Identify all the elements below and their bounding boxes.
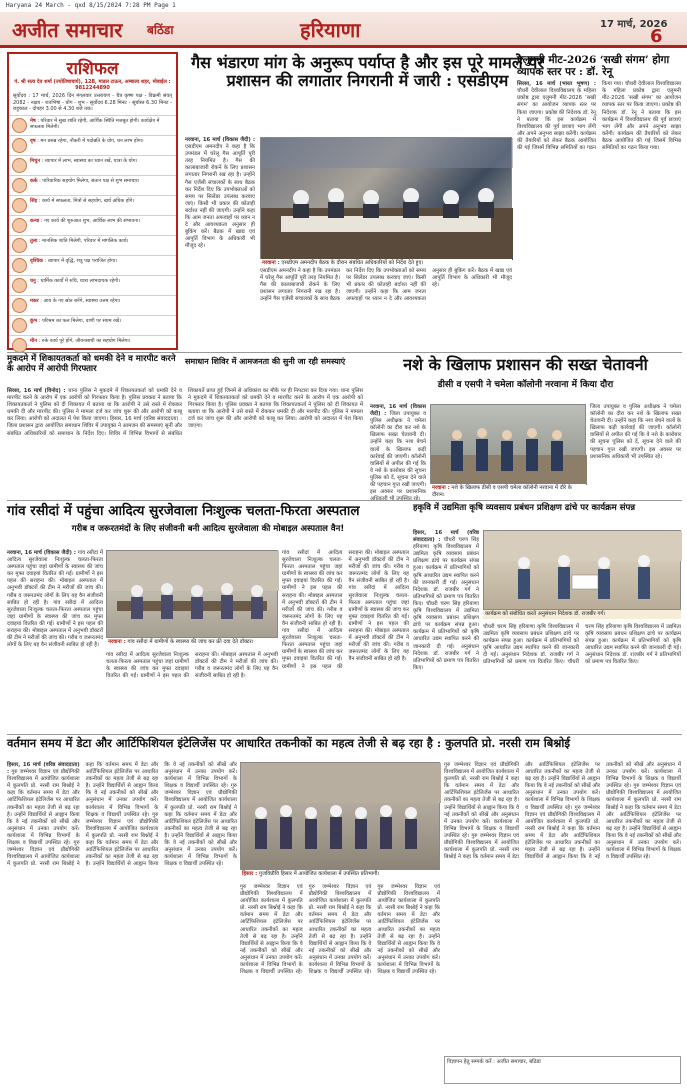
rashifal-item-text: मकर : आय के नए स्रोत बनेंगे, स्वास्थ्य उत्तम रहेगा। bbox=[30, 297, 121, 304]
rashifal-item-text: कर्क : पारिवारिक सहयोग मिलेगा, संतान पक्ष से शुभ समाचार। bbox=[30, 177, 140, 184]
rashifal-item bbox=[9, 275, 176, 295]
rashifal-box bbox=[7, 52, 178, 350]
aspatal-story-subhead: गरीब व जरूरतमंदों के लिए संजीवनी बनी आदित्य सुरजेवाला की मोबाइल अस्पताल वैन! bbox=[71, 523, 345, 534]
rashifal-item-text: मेष : परिवार में सुख शांति रहेगी, आर्थिक स्थिति मजबूत होगी। कार्यक्षेत्र में सफलता मिलेगी। bbox=[30, 117, 160, 131]
rashifal-item bbox=[9, 235, 176, 255]
rashifal-item-text: तुला : मानसिक शांति मिलेगी, परिवार में मांगलिक कार्य। bbox=[30, 237, 129, 244]
zodiac-prediction: मन प्रसन्न रहेगा, नौकरी में पदोन्नति के योग, धन लाभ होगा। bbox=[40, 137, 144, 144]
rashifal-item-text: मिथुन : व्यापार में लाभ, स्वास्थ्य का ध्यान रखें, यात्रा के योग। bbox=[30, 157, 138, 164]
gas-story-continuation: एसडीएम अमनदीप ने कहा है कि उपमंडल में घरेलू गैस आपूर्ति पूरी तरह नियमित है। गैस की कालाबाजारी रोकने के लिए प्रशासन लगातार निगरानी रख रहा है। उन्होंने गैस एजेंसी संचालकों के साथ बैठक कर निर्देश दिए कि उपभोक्ताओं को समय पर सिलेंडर उपलब्ध करवाए जाएं। किसी भी प्रकार की कोताही बर्दाश्त नहीं की जाएगी। उन्होंने कहा कि आम जनता अफवाहों पर ध्यान न दे और आवश्यकता अनुसार ही बुकिंग करें। बैठक में खाद्य एवं आपूर्ति विभाग के अधिकारी भी मौजूद रहे। bbox=[260, 268, 512, 303]
rashifal-item-text: कन्या : नए कार्य की शुरुआत शुभ, आर्थिक लाभ की संभावना। bbox=[30, 217, 140, 224]
gas-story-headline: गैस भंडारण मांग के अनुरूप पर्याप्त है और इस पूरे मामले पर प्रशासन की लगातार निगरानी में जारी : एसडीएम bbox=[191, 53, 544, 91]
rashifal-item-text: वृष : मन प्रसन्न रहेगा, नौकरी में पदोन्नति के योग, धन लाभ होगा। bbox=[30, 137, 144, 144]
krishi-story-body-right: चौधरी चरण सिंह हरियाणा कृषि विश्वविद्यालय में उद्यमिता कृषि व्यवसाय प्रबंधन प्रशिक्षण ढांचे पर कार्यक्रम संपन्न हुआ। कार्यक्रम में प्रतिभागियों को कृषि आधारित उद्यम स्थापित करने की जानकारी दी गई। अनुसंधान निदेशक डॉ. राजबीर गर्ग ने प्रतिभागियों को प्रमाण पत्र वितरित किए। चौधरी चरण सिंह हरियाणा कृषि विश्वविद्यालय में उद्यमिता कृषि व्यवसाय प्रबंधन प्रशिक्षण ढांचे पर कार्यक्रम संपन्न हुआ। कार्यक्रम में प्रतिभागियों को कृषि आधारित उद्यम स्थापित करने की जानकारी दी गई। अनुसंधान निदेशक डॉ. राजबीर गर्ग ने प्रतिभागियों को प्रमाण पत्र वितरित किए। bbox=[483, 624, 681, 666]
zodiac-sign-icon bbox=[12, 178, 27, 193]
aspatal-story-body-right: गांव रसीदां में आदित्य सुरजेवाला निःशुल्क चलता-फिरता अस्पताल पहुंचा जहां ग्रामीणों के स्वास्थ्य की जांच कर मुफ्त दवाइयां वितरित की गईं। ग्रामीणों ने इस पहल की सराहना की। मोबाइल अस्पताल में अनुभवी डॉक्टरों की टीम ने मरीजों की जांच की। गरीब व जरूरतमंद लोगों के लिए यह वैन संजीवनी साबित हो रही है। गांव रसीदां में आदित्य सुरजेवाला निःशुल्क चलता-फिरता अस्पताल पहुंचा जहां ग्रामीणों के स्वास्थ्य की जांच कर मुफ्त दवाइयां वितरित की गईं। ग्रामीणों ने इस पहल की सराहना की। मोबाइल अस्पताल में अनुभवी डॉक्टरों की टीम ने मरीजों की जांच की। गरीब व जरूरतमंद लोगों के लिए यह वैन संजीवनी साबित हो रही है। गांव रसीदां में आदित्य सुरजेवाला निःशुल्क चलता-फिरता अस्पताल पहुंचा जहां ग्रामीणों के स्वास्थ्य की जांच कर मुफ्त दवाइयां वितरित की गईं। ग्रामीणों ने इस पहल की सराहना की। मोबाइल अस्पताल में अनुभवी डॉक्टरों की टीम ने मरीजों की जांच की। गरीब व जरूरतमंद लोगों के लिए यह वैन संजीवनी साबित हो रही है। bbox=[282, 550, 409, 670]
rashifal-item-text: सिंह : कार्य में सफलता, मित्रों से सहयोग, खर्च अधिक होंगे। bbox=[30, 197, 135, 204]
ai-story-body-left: हिसार, 16 मार्च (वरिष्ठ संवाददाता) : गुरु जम्भेश्वर विज्ञान एवं प्रौद्योगिकी विश्वविद्यालय में आयोजित कार्यशाला में कुलपति प्रो. नरसी राम बिश्नोई ने कहा कि वर्तमान समय में डेटा और आर्टिफिशियल इंटेलिजेंस पर आधारित तकनीकों का महत्व तेजी से बढ़ रहा है। उन्होंने विद्यार्थियों से आह्वान किया कि वे नई तकनीकों को सीखें और अनुसंधान में उनका उपयोग करें। कार्यशाला में विभिन्न विभागों के शिक्षक व विद्यार्थी उपस्थित रहे। गुरु जम्भेश्वर विज्ञान एवं प्रौद्योगिकी विश्वविद्यालय में आयोजित कार्यशाला में कुलपति प्रो. नरसी राम बिश्नोई ने कहा कि वर्तमान समय में डेटा और आर्टिफिशियल इंटेलिजेंस पर आधारित तकनीकों का महत्व तेजी से बढ़ रहा है। उन्होंने विद्यार्थियों से आह्वान किया कि वे नई तकनीकों को सीखें और अनुसंधान में उनका उपयोग करें। कार्यशाला में विभिन्न विभागों के शिक्षक व विद्यार्थी उपस्थित रहे। गुरु जम्भेश्वर विज्ञान एवं प्रौद्योगिकी विश्वविद्यालय में आयोजित कार्यशाला में कुलपति प्रो. नरसी राम बिश्नोई ने कहा कि वर्तमान समय में डेटा और आर्टिफिशियल इंटेलिजेंस पर आधारित तकनीकों का महत्व तेजी से बढ़ रहा है। उन्होंने विद्यार्थियों से आह्वान किया कि वे नई तकनीकों को सीखें और अनुसंधान में उनका उपयोग करें। कार्यशाला में विभिन्न विभागों के शिक्षक व विद्यार्थी उपस्थित रहे। गुरु जम्भेश्वर विज्ञान एवं प्रौद्योगिकी विश्वविद्यालय में आयोजित कार्यशाला में कुलपति प्रो. नरसी राम बिश्नोई ने कहा कि वर्तमान समय में डेटा और आर्टिफिशियल इंटेलिजेंस पर आधारित तकनीकों का महत्व तेजी से बढ़ रहा है। उन्होंने विद्यार्थियों से आह्वान किया कि वे नई तकनीकों को सीखें और अनुसंधान में उनका उपयोग करें। कार्यशाला में विभिन्न विभागों के शिक्षक व विद्यार्थी उपस्थित रहे। bbox=[7, 762, 237, 868]
zodiac-prediction: पारिवारिक सहयोग मिलेगा, संतान पक्ष से शुभ समाचार। bbox=[42, 177, 140, 184]
rashifal-author: पं. श्री सत्य देव शर्मा (ज्योतिषाचार्य), 128, माडल टाऊन, अम्बाला शहर, मोबाईल : 9812244890 bbox=[14, 79, 171, 91]
shikayat-story-headline: मुकदमे में शिकायतकर्ता को धमकी देने व मारपीट करने के आरोप में आरोपी गिरफ्तार bbox=[7, 354, 176, 374]
zodiac-prediction: मानसिक शांति मिलेगी, परिवार में मांगलिक कार्य। bbox=[42, 237, 129, 244]
shivir-story-headline-box bbox=[185, 357, 363, 370]
rashifal-item-text: वृश्चिक : व्यापार में वृद्धि, शत्रु पक्ष पराजित होगा। bbox=[30, 257, 117, 264]
zodiac-sign-name: वृष bbox=[30, 137, 36, 144]
ai-story-body-right: गुरु जम्भेश्वर विज्ञान एवं प्रौद्योगिकी विश्वविद्यालय में आयोजित कार्यशाला में कुलपति प्रो. नरसी राम बिश्नोई ने कहा कि वर्तमान समय में डेटा और आर्टिफिशियल इंटेलिजेंस पर आधारित तकनीकों का महत्व तेजी से बढ़ रहा है। उन्होंने विद्यार्थियों से आह्वान किया कि वे नई तकनीकों को सीखें और अनुसंधान में उनका उपयोग करें। कार्यशाला में विभिन्न विभागों के शिक्षक व विद्यार्थी उपस्थित रहे। गुरु जम्भेश्वर विज्ञान एवं प्रौद्योगिकी विश्वविद्यालय में आयोजित कार्यशाला में कुलपति प्रो. नरसी राम बिश्नोई ने कहा कि वर्तमान समय में डेटा और आर्टिफिशियल इंटेलिजेंस पर आधारित तकनीकों का महत्व तेजी से बढ़ रहा है। उन्होंने विद्यार्थियों से आह्वान किया कि वे नई तकनीकों को सीखें और अनुसंधान में उनका उपयोग करें। कार्यशाला में विभिन्न विभागों के शिक्षक व विद्यार्थी उपस्थित रहे। गुरु जम्भेश्वर विज्ञान एवं प्रौद्योगिकी विश्वविद्यालय में आयोजित कार्यशाला में कुलपति प्रो. नरसी राम बिश्नोई ने कहा कि वर्तमान समय में डेटा और आर्टिफिशियल इंटेलिजेंस पर आधारित तकनीकों का महत्व तेजी से बढ़ रहा है। उन्होंने विद्यार्थियों से आह्वान किया कि वे नई तकनीकों को सीखें और अनुसंधान में उनका उपयोग करें। कार्यशाला में विभिन्न विभागों के शिक्षक व विद्यार्थी उपस्थित रहे। गुरु जम्भेश्वर विज्ञान एवं प्रौद्योगिकी विश्वविद्यालय में आयोजित कार्यशाला में कुलपति प्रो. नरसी राम बिश्नोई ने कहा कि वर्तमान समय में डेटा और आर्टिफिशियल इंटेलिजेंस पर आधारित तकनीकों का महत्व तेजी से बढ़ रहा है। उन्होंने विद्यार्थियों से आह्वान किया कि वे नई तकनीकों को सीखें और अनुसंधान में उनका उपयोग करें। कार्यशाला में विभिन्न विभागों के शिक्षक व विद्यार्थी उपस्थित रहे। bbox=[444, 762, 681, 861]
rashifal-item bbox=[9, 155, 176, 175]
zodiac-prediction: नए कार्य की शुरुआत शुभ, आर्थिक लाभ की संभावना। bbox=[44, 217, 140, 224]
zodiac-sign-icon bbox=[12, 158, 27, 173]
zodiac-sign-icon bbox=[12, 218, 27, 233]
gas-story-dateline: नरवाना, 16 मार्च (विकास जैदी) : bbox=[185, 137, 255, 143]
ai-photo-caption: हिसार : गुजविप्रौवि हिसार में आयोजित कार्यशाला में उपस्थित प्रतिभागी। bbox=[240, 870, 440, 879]
certificate-illustration bbox=[484, 531, 682, 611]
officials-illustration bbox=[431, 405, 587, 485]
rashifal-list bbox=[9, 115, 176, 355]
sakhi-story bbox=[517, 54, 681, 350]
krishi-photo bbox=[483, 530, 681, 610]
aspatal-story-headline-box bbox=[7, 504, 409, 548]
aspatal-photo bbox=[106, 550, 278, 638]
edition-city: बठिंडा bbox=[147, 23, 174, 37]
zodiac-prediction: व्यापार में वृद्धि, शत्रु पक्ष पराजित होगा। bbox=[47, 257, 117, 264]
krishi-story-headline-box bbox=[413, 504, 681, 528]
rashifal-item bbox=[9, 295, 176, 315]
gas-story-body bbox=[185, 137, 255, 299]
nasha-story-headline-box bbox=[370, 356, 681, 400]
rashifal-item bbox=[9, 195, 176, 215]
zodiac-sign-icon bbox=[12, 238, 27, 253]
zodiac-sign-icon bbox=[12, 258, 27, 273]
sakhi-story-headline: एलुमनी मीट-2026 ‘सखी संगम’ होगा व्यापक स्तर पर : डॉ. रेनू bbox=[517, 54, 670, 79]
page-number: 6 bbox=[650, 26, 663, 47]
shikayat-and-shivir-body: सिरसा, 16 मार्च (विनोद) : थाना पुलिस ने मुकदमे में शिकायतकर्ता को धमकी देने व मारपीट करने के आरोप में एक आरोपी को गिरफ्तार किया है। पुलिस प्रवक्ता ने बताया कि शिकायतकर्ता ने पुलिस को दी शिकायत में बताया था कि आरोपी ने उसे रास्ते में रोककर धमकी दी और मारपीट की। पुलिस ने मामला दर्ज कर जांच शुरू की और आरोपी को काबू कर लिया। आरोपी को अदालत में पेश किया जाएगा। हिसार, 16 मार्च (वरिष्ठ संवाददाता) : जिला प्रशासन द्वारा आयोजित समाधान शिविर में उपायुक्त ने आमजन की समस्याएं सुनीं और संबंधित अधिकारियों को समाधान के निर्देश दिए। शिविर में विभिन्न विभागों से संबंधित शिकायतें प्राप्त हुईं जिनमें से अधिकांश का मौके पर ही निपटारा कर दिया गया। थाना पुलिस ने मुकदमे में शिकायतकर्ता को धमकी देने व मारपीट करने के आरोप में एक आरोपी को गिरफ्तार किया है। पुलिस प्रवक्ता ने बताया कि शिकायतकर्ता ने पुलिस को दी शिकायत में बताया था कि आरोपी ने उसे रास्ते में रोककर धमकी दी और मारपीट की। पुलिस ने मामला दर्ज कर जांच शुरू की और आरोपी को काबू कर लिया। आरोपी को अदालत में पेश किया जाएगा। bbox=[7, 388, 363, 437]
gas-photo-caption: नरवाना : एसडीएम अमनदीप बैठक के दौरान संबंधित अधिकारियों को निर्देश देते हुए। bbox=[260, 259, 512, 268]
masthead bbox=[0, 12, 687, 48]
krishi-story-body-left: हिसार, 16 मार्च (वरिष्ठ संवाददाता) : चौधरी चरण सिंह हरियाणा कृषि विश्वविद्यालय में उद्यमिता कृषि व्यवसाय प्रबंधन प्रशिक्षण ढांचे पर कार्यक्रम संपन्न हुआ। कार्यक्रम में प्रतिभागियों को कृषि आधारित उद्यम स्थापित करने की जानकारी दी गई। अनुसंधान निदेशक डॉ. राजबीर गर्ग ने प्रतिभागियों को प्रमाण पत्र वितरित किए। चौधरी चरण सिंह हरियाणा कृषि विश्वविद्यालय में उद्यमिता कृषि व्यवसाय प्रबंधन प्रशिक्षण ढांचे पर कार्यक्रम संपन्न हुआ। कार्यक्रम में प्रतिभागियों को कृषि आधारित उद्यम स्थापित करने की जानकारी दी गई। अनुसंधान निदेशक डॉ. राजबीर गर्ग ने प्रतिभागियों को प्रमाण पत्र वितरित किए। bbox=[413, 530, 480, 671]
zodiac-sign-icon bbox=[12, 338, 27, 353]
newspaper-logo: अजीत समाचार bbox=[12, 18, 123, 42]
meeting-illustration bbox=[261, 138, 513, 260]
zodiac-sign-icon bbox=[12, 318, 27, 333]
aspatal-photo-caption: नरवाना : गांव रसीदां में ग्रामीणों के स्वास्थ्य की जांच कर फ्री दवा देते डॉक्टर। bbox=[106, 638, 278, 647]
nasha-story-headline: नशे के खिलाफ प्रशासन की सख्त चेतावनी bbox=[403, 355, 648, 374]
zodiac-prediction: व्यापार में लाभ, स्वास्थ्य का ध्यान रखें, यात्रा के योग। bbox=[44, 157, 138, 164]
rashifal-title: राशिफल bbox=[66, 59, 119, 79]
divider bbox=[7, 500, 682, 501]
zodiac-prediction: आय के नए स्रोत बनेंगे, स्वास्थ्य उत्तम रहेगा। bbox=[43, 297, 121, 304]
rashifal-item bbox=[9, 255, 176, 275]
rashifal-item bbox=[9, 135, 176, 155]
ai-story-headline: वर्तमान समय में डेटा और आर्टिफिशियल इंटेलिजेंस पर आधारित तकनीकों का महत्व तेजी से बढ़ रहा है : कुलपति प्रो. नरसी राम बिश्नोई bbox=[7, 736, 571, 750]
issue-date: 17 मार्च, 2026 bbox=[600, 19, 668, 30]
rashifal-intro: सूर्योदय : 17 मार्च, 2026 दिन मंगलवार उत्तरायण - चैत्र कृष्ण पक्ष - विक्रमी संवत् 2082 - नक्षत्र - शतभिषा - योग - शुभ - सूर्योदय 6.28 मिनट - सूर्यास्त 6.30 मिनट - राहुकाल - दोपहर 3.00 से 4.30 बजे तक। bbox=[13, 93, 172, 113]
zodiac-sign-name: सिंह bbox=[30, 197, 38, 204]
zodiac-sign-name: धनु bbox=[30, 277, 36, 284]
section-title: हरियाणा bbox=[300, 18, 361, 42]
print-slug: Haryana 24 March - qxd 8/15/2024 7:28 PM Page 1 bbox=[6, 2, 176, 9]
zodiac-prediction: परिवार में सुख शांति रहेगी, आर्थिक स्थिति मजबूत होगी। कार्यक्षेत्र में सफलता मिलेगी। bbox=[30, 117, 160, 131]
krishi-story-headline: हकृवि में उद्यमिता कृषि व्यवसाय प्रबंधन प्रशिक्षण ढांचे पर कार्यक्रम संपन्न bbox=[413, 503, 636, 513]
zodiac-sign-icon bbox=[12, 198, 27, 213]
footer-notice: विज्ञापन हेतु सम्पर्क करें : अजीत समाचार, बठिंडा bbox=[444, 1056, 681, 1084]
nasha-story-subhead: डीसी व एसपी ने चमेला कॉलोनी नरवाना में किया दौरा bbox=[437, 380, 614, 391]
rashifal-item bbox=[9, 215, 176, 235]
workshop-illustration bbox=[241, 763, 441, 871]
divider bbox=[7, 352, 682, 353]
zodiac-prediction: परिश्रम का फल मिलेगा, वाणी पर संयम रखें। bbox=[41, 317, 121, 324]
zodiac-sign-icon bbox=[12, 138, 27, 153]
rashifal-item bbox=[9, 315, 176, 335]
zodiac-sign-icon bbox=[12, 278, 27, 293]
krishi-photo-caption: कार्यक्रम को संबोधित करते अनुसंधान निदेशक डॉ. राजबीर गर्ग। bbox=[483, 610, 681, 619]
zodiac-sign-name: मेष bbox=[30, 117, 36, 124]
ai-story-headline-box bbox=[7, 737, 681, 759]
zodiac-sign-name: मीन bbox=[30, 337, 37, 344]
zodiac-sign-name: मकर bbox=[30, 297, 39, 304]
ai-story-body-mid: गुरु जम्भेश्वर विज्ञान एवं प्रौद्योगिकी विश्वविद्यालय में आयोजित कार्यशाला में कुलपति प्रो. नरसी राम बिश्नोई ने कहा कि वर्तमान समय में डेटा और आर्टिफिशियल इंटेलिजेंस पर आधारित तकनीकों का महत्व तेजी से बढ़ रहा है। उन्होंने विद्यार्थियों से आह्वान किया कि वे नई तकनीकों को सीखें और अनुसंधान में उनका उपयोग करें। कार्यशाला में विभिन्न विभागों के शिक्षक व विद्यार्थी उपस्थित रहे। गुरु जम्भेश्वर विज्ञान एवं प्रौद्योगिकी विश्वविद्यालय में आयोजित कार्यशाला में कुलपति प्रो. नरसी राम बिश्नोई ने कहा कि वर्तमान समय में डेटा और आर्टिफिशियल इंटेलिजेंस पर आधारित तकनीकों का महत्व तेजी से बढ़ रहा है। उन्होंने विद्यार्थियों से आह्वान किया कि वे नई तकनीकों को सीखें और अनुसंधान में उनका उपयोग करें। कार्यशाला में विभिन्न विभागों के शिक्षक व विद्यार्थी उपस्थित रहे। गुरु जम्भेश्वर विज्ञान एवं प्रौद्योगिकी विश्वविद्यालय में आयोजित कार्यशाला में कुलपति प्रो. नरसी राम बिश्नोई ने कहा कि वर्तमान समय में डेटा और आर्टिफिशियल इंटेलिजेंस पर आधारित तकनीकों का महत्व तेजी से बढ़ रहा है। उन्होंने विद्यार्थियों से आह्वान किया कि वे नई तकनीकों को सीखें और अनुसंधान में उनका उपयोग करें। कार्यशाला में विभिन्न विभागों के शिक्षक व विद्यार्थी उपस्थित रहे। bbox=[240, 884, 440, 976]
zodiac-sign-name: कन्या bbox=[30, 217, 40, 224]
nasha-story-body-right: जिला उपायुक्त व पुलिस अधीक्षक ने चमेला कॉलोनी का दौरा कर नशे के खिलाफ सख्त चेतावनी दी। उन्होंने कहा कि नशा बेचने वालों के खिलाफ कड़ी कार्रवाई की जाएगी। कॉलोनी वासियों से अपील की गई कि वे नशे के कारोबार की सूचना पुलिस को दें, सूचना देने वाले की पहचान गुप्त रखी जाएगी। इस अवसर पर प्रशासनिक अधिकारी भी उपस्थित रहे। bbox=[590, 404, 681, 460]
gas-story-text: एसडीएम अमनदीप ने कहा है कि उपमंडल में घरेलू गैस आपूर्ति पूरी तरह नियमित है। गैस की कालाबाजारी रोकने के लिए प्रशासन लगातार निगरानी रख रहा है। उन्होंने गैस एजेंसी संचालकों के साथ बैठक कर निर्देश दिए कि उपभोक्ताओं को समय पर सिलेंडर उपलब्ध करवाए जाएं। किसी भी प्रकार की कोताही बर्दाश्त नहीं की जाएगी। उन्होंने कहा कि आम जनता अफवाहों पर ध्यान न दे और आवश्यकता अनुसार ही बुकिंग करें। बैठक में खाद्य एवं आपूर्ति विभाग के अधिकारी भी मौजूद रहे। bbox=[185, 144, 255, 250]
zodiac-prediction: धार्मिक कार्यों में रुचि, यात्रा लाभदायक रहेगी। bbox=[40, 277, 120, 284]
nasha-photo bbox=[430, 404, 586, 484]
aspatal-story-body-mid: गांव रसीदां में आदित्य सुरजेवाला निःशुल्क चलता-फिरता अस्पताल पहुंचा जहां ग्रामीणों के स्वास्थ्य की जांच कर मुफ्त दवाइयां वितरित की गईं। ग्रामीणों ने इस पहल की सराहना की। मोबाइल अस्पताल में अनुभवी डॉक्टरों की टीम ने मरीजों की जांच की। गरीब व जरूरतमंद लोगों के लिए यह वैन संजीवनी साबित हो रही है। bbox=[106, 652, 278, 680]
rashifal-item-text: धनु : धार्मिक कार्यों में रुचि, यात्रा लाभदायक रहेगी। bbox=[30, 277, 120, 284]
nasha-story-body-left: नरवाना, 16 मार्च (विकास जैदी) : जिला उपायुक्त व पुलिस अधीक्षक ने चमेला कॉलोनी का दौरा कर नशे के खिलाफ सख्त चेतावनी दी। उन्होंने कहा कि नशा बेचने वालों के खिलाफ कड़ी कार्रवाई की जाएगी। कॉलोनी वासियों से अपील की गई कि वे नशे के कारोबार की सूचना पुलिस को दें, सूचना देने वाले की पहचान गुप्त रखी जाएगी। इस अवसर पर प्रशासनिक bbox=[370, 404, 427, 496]
rashifal-item-text: कुंभ : परिश्रम का फल मिलेगा, वाणी पर संयम रखें। bbox=[30, 317, 121, 324]
zodiac-sign-name: मिथुन bbox=[30, 157, 41, 164]
zodiac-sign-name: तुला bbox=[30, 237, 38, 244]
zodiac-sign-icon bbox=[12, 298, 27, 313]
aspatal-story-headline: गांव रसीदां में पहुंचा आदित्य सुरजेवाला निःशुल्क चलता-फिरता अस्पताल bbox=[7, 503, 360, 519]
health-camp-illustration bbox=[107, 551, 279, 639]
aspatal-story-body-left: नरवाना, 16 मार्च (विकास जैदी) : गांव रसीदां में आदित्य सुरजेवाला निःशुल्क चलता-फिरता अस्पताल पहुंचा जहां ग्रामीणों के स्वास्थ्य की जांच कर मुफ्त दवाइयां वितरित की गईं। ग्रामीणों ने इस पहल की सराहना की। मोबाइल अस्पताल में अनुभवी डॉक्टरों की टीम ने मरीजों की जांच की। गरीब व जरूरतमंद लोगों के लिए यह वैन संजीवनी साबित हो रही है। गांव रसीदां में आदित्य सुरजेवाला निःशुल्क चलता-फिरता अस्पताल पहुंचा जहां ग्रामीणों के स्वास्थ्य की जांच कर मुफ्त दवाइयां वितरित की गईं। ग्रामीणों ने इस पहल की सराहना की। मोबाइल अस्पताल में अनुभवी डॉक्टरों की टीम ने मरीजों की जांच की। गरीब व जरूरतमंद लोगों के लिए यह वैन संजीवनी साबित हो रही है। bbox=[7, 550, 104, 649]
rashifal-item-text: मीन : रुके कार्य पूरे होंगे, जीवनसाथी का सहयोग मिलेगा। bbox=[30, 337, 131, 344]
shivir-story-headline: समाधान शिविर में आमजनता की सुनी जा रही समस्याएं bbox=[185, 356, 346, 366]
rashifal-item bbox=[9, 175, 176, 195]
divider bbox=[7, 734, 682, 735]
zodiac-sign-name: कर्क bbox=[30, 177, 38, 184]
zodiac-prediction: कार्य में सफलता, मित्रों से सहयोग, खर्च अधिक होंगे। bbox=[41, 197, 135, 204]
zodiac-sign-icon bbox=[12, 118, 27, 133]
gas-story-headline-box bbox=[185, 54, 550, 134]
ai-workshop-photo bbox=[240, 762, 440, 870]
shikayat-story-headline-box bbox=[7, 355, 180, 385]
nasha-photo-caption: नरवाना : नशे के खिलाफ डीसी व एसपी चमेला कॉलोनी नरवाना में दौरे के दौरान। bbox=[430, 484, 586, 499]
sakhi-story-body: सिरसा, 16 मार्च (भारत भूषण) : चौधरी देवीलाल विश्वविद्यालय के महिला प्रकोष्ठ द्वारा एलुमनी मीट-2026 ‘सखी संगम’ का आयोजन व्यापक स्तर पर किया जाएगा। प्रकोष्ठ की निदेशक डॉ. रेनू ने बताया कि इस कार्यक्रम में विश्वविद्यालय की पूर्व छात्राएं भाग लेंगी और अपने अनुभव साझा करेंगी। कार्यक्रम की तैयारियों को लेकर बैठक आयोजित की गई जिसमें विभिन्न समितियों का गठन किया गया। चौधरी देवीलाल विश्वविद्यालय के महिला प्रकोष्ठ द्वारा एलुमनी मीट-2026 ‘सखी संगम’ का आयोजन व्यापक स्तर पर किया जाएगा। प्रकोष्ठ की निदेशक डॉ. रेनू ने बताया कि इस कार्यक्रम में विश्वविद्यालय की पूर्व छात्राएं भाग लेंगी और अपने अनुभव साझा करेंगी। कार्यक्रम की तैयारियों को लेकर बैठक आयोजित की गई जिसमें विभिन्न समितियों का गठन किया गया। bbox=[517, 81, 681, 151]
zodiac-sign-name: वृश्चिक bbox=[30, 257, 43, 264]
zodiac-prediction: रुके कार्य पूरे होंगे, जीवनसाथी का सहयोग मिलेगा। bbox=[41, 337, 131, 344]
gas-meeting-photo bbox=[260, 137, 512, 259]
rashifal-item bbox=[9, 115, 176, 135]
zodiac-sign-name: कुंभ bbox=[30, 317, 38, 324]
